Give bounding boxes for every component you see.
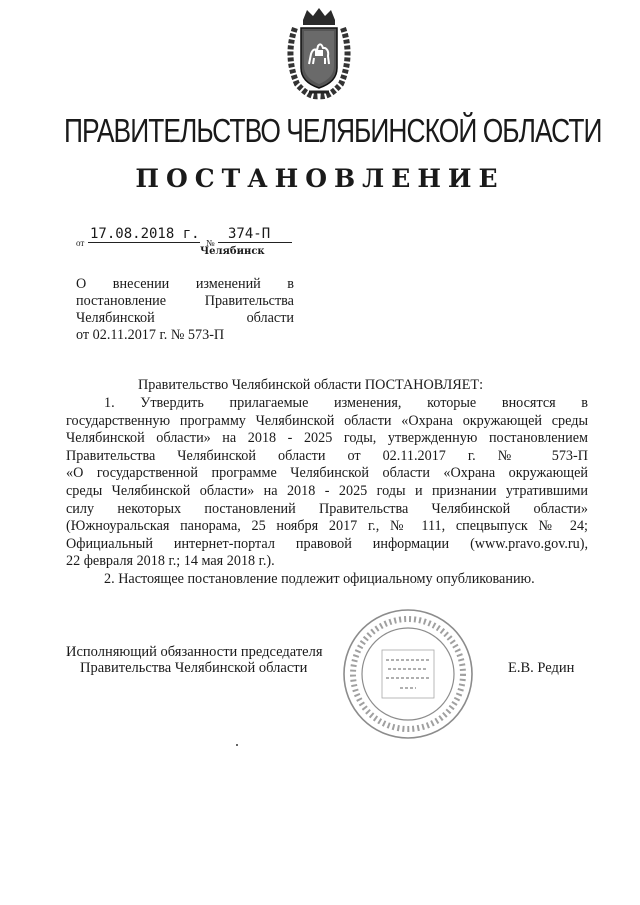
signatory-name: Е.В. Редин — [508, 660, 575, 676]
paragraph-line: (Южноуральская панорама, 25 ноября 2017 г., № 111, спецвыпуск № 24; — [66, 518, 588, 535]
paragraph-line: 22 февраля 2018 г.; 14 мая 2018 г.). — [66, 553, 275, 570]
preamble: Правительство Челябинской области ПОСТАНОВЛЯЕТ: — [138, 377, 484, 393]
subject-word: в — [287, 276, 294, 292]
paragraph-line: силу некоторых постановлений Правительства Челябинской области» — [66, 500, 588, 517]
subject-word: Челябинской — [76, 310, 155, 326]
subject-word: О — [76, 276, 87, 292]
paragraph-line: государственную программу Челябинской области «Охрана окружающей среды — [66, 412, 588, 429]
document-type: ПОСТАНОВЛЕНИЕ — [135, 164, 505, 193]
from-label: от — [76, 238, 85, 248]
document-date: 17.08.2018 г. — [90, 226, 200, 242]
document-number: 374-П — [218, 226, 292, 243]
official-stamp-icon — [340, 606, 476, 742]
document-subject — [76, 276, 294, 344]
subject-word: изменений — [195, 276, 261, 292]
subject-word: Правительства — [204, 293, 294, 309]
number-label: № — [206, 238, 215, 248]
city-name: Челябинск — [200, 246, 265, 257]
government-title: ПРАВИТЕЛЬСТВО ЧЕЛЯБИНСКОЙ ОБЛАСТИ — [64, 112, 602, 149]
paragraph-2: 2. Настоящее постановление подлежит официальному опубликованию. — [104, 571, 535, 587]
signatory-position-line1: Исполняющий обязанности председателя — [66, 644, 323, 660]
subject-word: постановление — [76, 293, 167, 309]
paragraph-line: Официальный интернет-портал правовой информации (www.pravo.gov.ru), — [66, 535, 588, 552]
paragraph-1 — [66, 395, 588, 571]
subject-word: области — [246, 310, 294, 326]
scan-dot — [236, 744, 238, 746]
paragraph-line: Челябинской области» на 2018 - 2025 годы, утвержденную постановлением — [66, 430, 588, 447]
paragraph-line: Правительства Челябинской области от 02.11.2017 г. № 573-П — [66, 447, 588, 464]
paragraph-line: среды Челябинской области» на 2018 - 2025 годы и признании утратившими — [66, 482, 588, 499]
signatory-position-line2: Правительства Челябинской области — [80, 660, 308, 676]
subject-word: внесении — [112, 276, 170, 292]
coat-of-arms-icon — [283, 6, 355, 100]
paragraph-line: 1. Утвердить прилагаемые изменения, которые вносятся в — [104, 395, 588, 411]
paragraph-line: «О государственной программе Челябинской области «Охрана окружающей — [66, 465, 588, 482]
subject-word: от 02.11.2017 г. № 573-П — [76, 327, 225, 343]
